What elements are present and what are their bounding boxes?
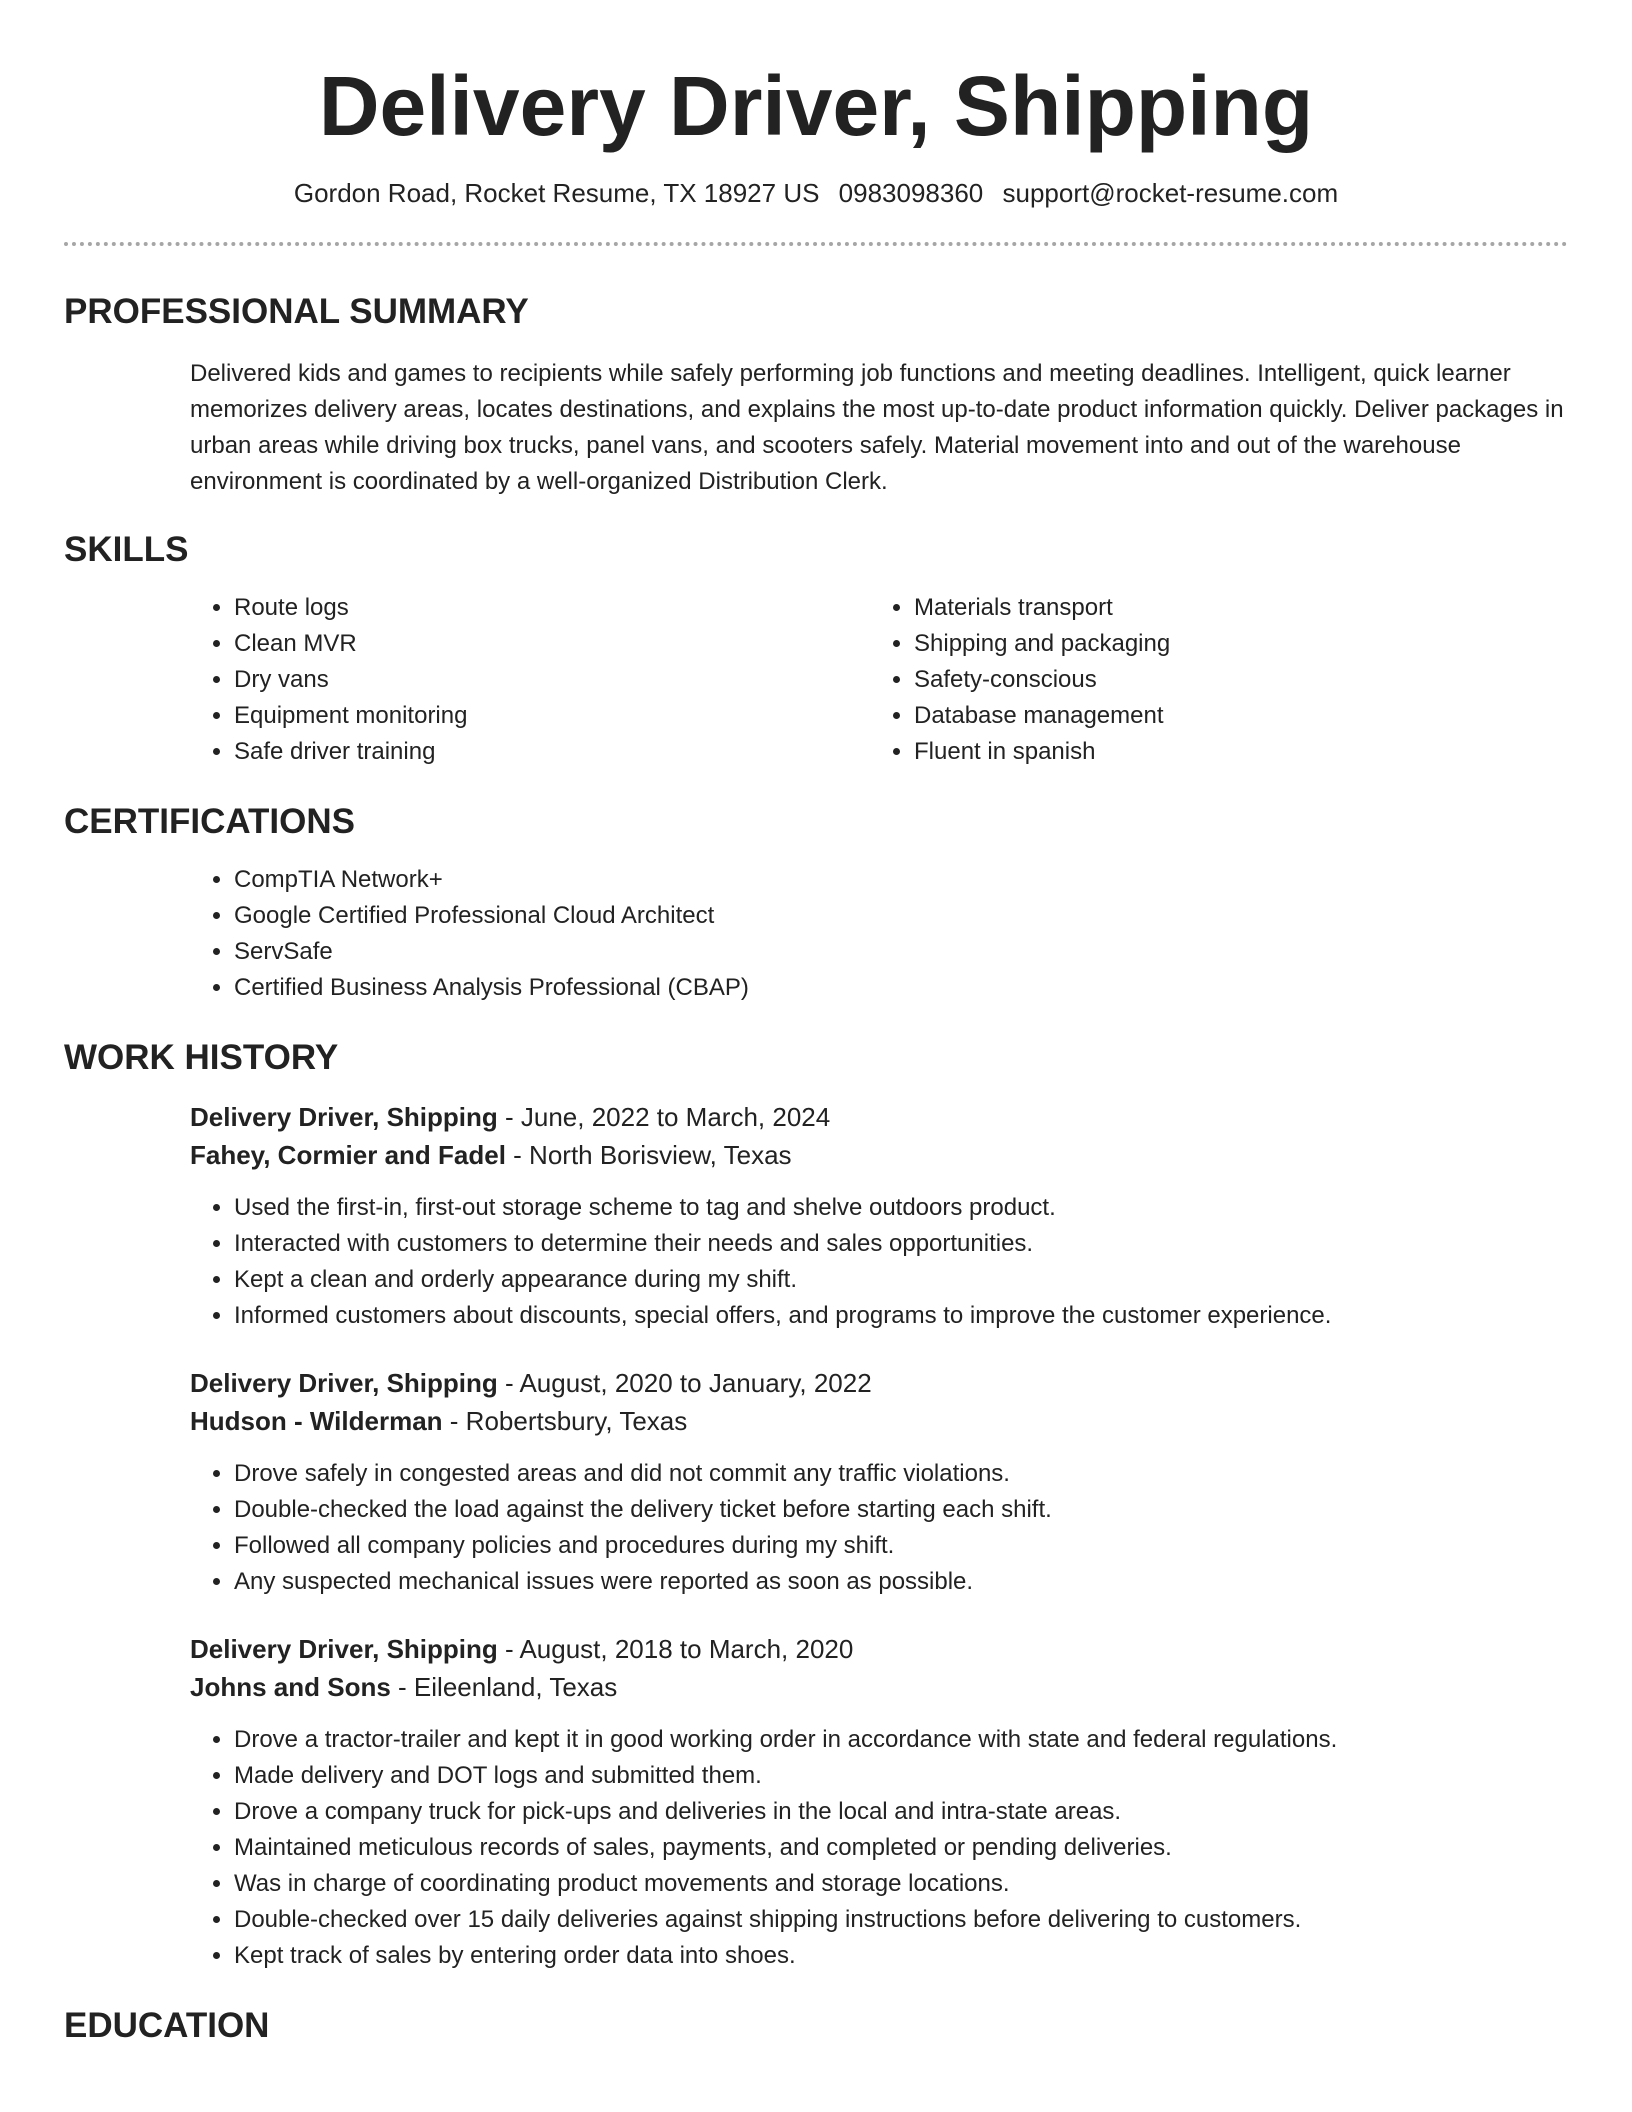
- job-duty-item: • Any suspected mechanical issues were reported as soon as possible.: [234, 1564, 1568, 1600]
- job-title: Delivery Driver, Shipping: [190, 1368, 498, 1398]
- job-dates: - August, 2018 to March, 2020: [497, 1634, 854, 1664]
- certification-item: • CompTIA Network+: [234, 862, 1568, 898]
- job-duties: [190, 1456, 1568, 1600]
- skills-column-left: [190, 590, 870, 770]
- job-location: - Robertsbury, Texas: [442, 1406, 688, 1436]
- job-title-line: [190, 1630, 1568, 1668]
- skill-item: • Fluent in spanish: [914, 734, 1550, 770]
- contact-phone: 0983098360: [838, 178, 984, 208]
- candidate-name: Delivery Driver, Shipping: [318, 59, 1314, 153]
- job-company-line: [190, 1402, 1568, 1440]
- job-duty-item: • Made delivery and DOT logs and submitted them.: [234, 1758, 1568, 1794]
- job-company: Hudson - Wilderman: [190, 1406, 443, 1436]
- skills-heading: SKILLS: [64, 530, 189, 569]
- job-title: Delivery Driver, Shipping: [190, 1634, 498, 1664]
- job-duty-item: • Double-checked the load against the delivery ticket before starting each shift.: [234, 1492, 1568, 1528]
- job-company-line: [190, 1136, 1568, 1174]
- job-entry: [190, 1098, 1568, 1334]
- certification-item: • Certified Business Analysis Professional (CBAP): [234, 970, 1568, 1006]
- job-title-line: [190, 1098, 1568, 1136]
- job-duty-item: • Informed customers about discounts, special offers, and programs to improve the customer experience.: [234, 1298, 1568, 1334]
- job-duty-item: • Used the first-in, first-out storage scheme to tag and shelve outdoors product.: [234, 1190, 1568, 1226]
- certification-item: • Google Certified Professional Cloud Architect: [234, 898, 1568, 934]
- job-duty-item: • Kept track of sales by entering order data into shoes.: [234, 1938, 1568, 1974]
- job-duty-item: • Drove a company truck for pick-ups and deliveries in the local and intra-state areas.: [234, 1794, 1568, 1830]
- job-entry: [190, 1364, 1568, 1600]
- certification-item: • ServSafe: [234, 934, 1568, 970]
- summary-heading: PROFESSIONAL SUMMARY: [64, 292, 529, 331]
- contact-line: [64, 176, 1568, 210]
- job-duty-item: • Interacted with customers to determine their needs and sales opportunities.: [234, 1226, 1568, 1262]
- job-duty-item: • Followed all company policies and procedures during my shift.: [234, 1528, 1568, 1564]
- summary-text: Delivered kids and games to recipients while safely performing job functions and meeting deadlines. Intelligent, quick learner memorizes delivery areas, locates destinations, and explains the most up-to-date product information quickly. Deliver packages in urban areas while driving box trucks, panel vans, and scooters safely. Material movement into and out of the warehouse environment is coordinated by a well-organized Distribution Clerk.: [190, 360, 1564, 495]
- job-duties: [190, 1190, 1568, 1334]
- skill-item: • Safety-conscious: [914, 662, 1550, 698]
- resume-page: [64, 0, 1568, 2048]
- job-company-line: [190, 1668, 1568, 1706]
- skill-item: • Equipment monitoring: [234, 698, 870, 734]
- job-duty-item: • Double-checked over 15 daily deliveries against shipping instructions before delivering to customers.: [234, 1902, 1568, 1938]
- skill-item: • Dry vans: [234, 662, 870, 698]
- job-dates: - June, 2022 to March, 2024: [497, 1102, 831, 1132]
- skill-item: • Materials transport: [914, 590, 1550, 626]
- job-title: Delivery Driver, Shipping: [190, 1102, 498, 1132]
- job-duty-item: • Maintained meticulous records of sales, payments, and completed or pending deliveries.: [234, 1830, 1568, 1866]
- job-entry: [190, 1630, 1568, 1974]
- job-company: Johns and Sons: [190, 1672, 391, 1702]
- job-duty-item: • Was in charge of coordinating product movements and storage locations.: [234, 1866, 1568, 1902]
- job-location: - North Borisview, Texas: [505, 1140, 792, 1170]
- job-title-line: [190, 1364, 1568, 1402]
- skill-item: • Database management: [914, 698, 1550, 734]
- skills-column-right: [870, 590, 1550, 770]
- job-duty-item: • Drove a tractor-trailer and kept it in good working order in accordance with state and federal regulations.: [234, 1722, 1568, 1758]
- skill-item: • Safe driver training: [234, 734, 870, 770]
- contact-email: support@rocket-resume.com: [1002, 178, 1339, 208]
- job-dates: - August, 2020 to January, 2022: [497, 1368, 872, 1398]
- skill-item: • Shipping and packaging: [914, 626, 1550, 662]
- education-heading: EDUCATION: [64, 2006, 270, 2045]
- skill-item: • Route logs: [234, 590, 870, 626]
- header-divider: [64, 242, 1568, 246]
- job-duties: [190, 1722, 1568, 1974]
- job-company: Fahey, Cormier and Fadel: [190, 1140, 506, 1170]
- skills-list: [190, 590, 1568, 770]
- job-location: - Eileenland, Texas: [390, 1672, 618, 1702]
- certifications-heading: CERTIFICATIONS: [64, 802, 356, 841]
- skill-item: • Clean MVR: [234, 626, 870, 662]
- contact-address: Gordon Road, Rocket Resume, TX 18927 US: [293, 178, 820, 208]
- certifications-list: [190, 862, 1568, 1006]
- work-history-heading: WORK HISTORY: [64, 1038, 339, 1077]
- job-duty-item: • Kept a clean and orderly appearance during my shift.: [234, 1262, 1568, 1298]
- job-duty-item: • Drove safely in congested areas and did not commit any traffic violations.: [234, 1456, 1568, 1492]
